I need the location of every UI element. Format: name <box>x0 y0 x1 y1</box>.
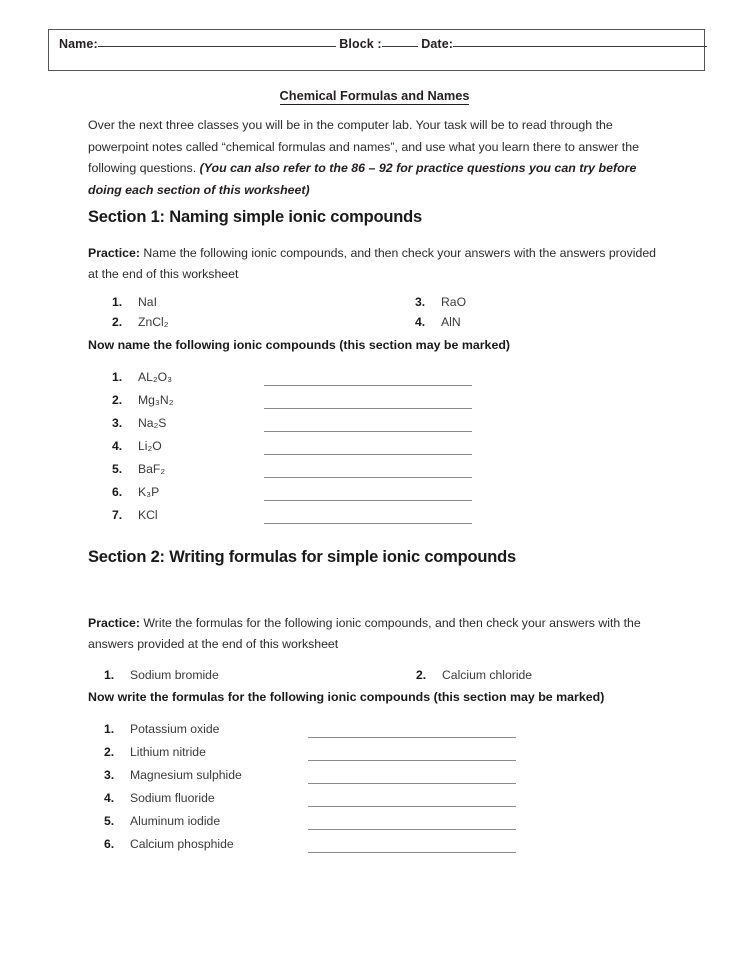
item-number: 2. <box>104 745 115 759</box>
section-2-practice-label: Practice: <box>88 616 140 630</box>
item-compound-name: Sodium bromide <box>130 668 219 682</box>
answer-blank[interactable] <box>264 523 472 524</box>
item-formula: NaI <box>138 295 157 309</box>
item-number: 7. <box>112 508 123 522</box>
section-1-heading: Section 1: Naming simple ionic compounds <box>88 208 422 226</box>
item-compound-name: Potassium oxide <box>130 722 220 736</box>
section-1-practice-list-left <box>112 292 168 332</box>
student-info-box <box>48 29 705 71</box>
answer-row <box>112 481 173 504</box>
item-compound-name: Magnesium sulphide <box>130 768 242 782</box>
list-item <box>416 665 532 685</box>
answer-row <box>104 833 242 856</box>
document-title <box>0 88 749 103</box>
item-number: 5. <box>104 814 115 828</box>
answer-row <box>104 764 242 787</box>
answer-row <box>112 366 173 389</box>
answer-blank[interactable] <box>308 829 516 830</box>
section-2-practice-instructions <box>88 613 668 654</box>
answer-blank[interactable] <box>264 454 472 455</box>
list-item <box>415 292 466 312</box>
section-1-practice-list-right <box>415 292 466 332</box>
item-formula: Li₂O <box>138 439 162 453</box>
section-2-practice-list-right <box>416 665 532 685</box>
item-number: 4. <box>112 439 123 453</box>
item-number: 2. <box>112 393 123 407</box>
item-number: 1. <box>104 668 115 682</box>
section-2-heading: Section 2: Writing formulas for simple ionic compounds <box>88 548 517 566</box>
item-number: 2. <box>416 668 427 682</box>
intro-text: Over the next three classes you will be in the computer lab. Your task will be to read through the powerpoint notes called “chemical formulas and names”, and use what you learn there to answer the following questions. <box>88 118 639 175</box>
name-input-blank[interactable] <box>98 46 336 47</box>
item-formula: BaF₂ <box>138 462 166 476</box>
item-number: 3. <box>415 295 426 309</box>
block-label: Block : <box>339 37 382 51</box>
item-number: 3. <box>104 768 115 782</box>
list-item <box>112 312 168 332</box>
intro-paragraph <box>88 115 654 201</box>
date-input-blank[interactable] <box>453 46 707 47</box>
item-number: 3. <box>112 416 123 430</box>
answer-row <box>112 458 173 481</box>
answer-row <box>104 718 242 741</box>
answer-blank[interactable] <box>308 806 516 807</box>
item-formula: RaO <box>441 295 467 309</box>
item-compound-name: Calcium phosphide <box>130 837 234 851</box>
item-number: 6. <box>112 485 123 499</box>
item-formula: AL₂O₃ <box>138 370 173 384</box>
item-formula: KCl <box>138 508 158 522</box>
answer-blank[interactable] <box>264 500 472 501</box>
item-number: 1. <box>112 370 123 384</box>
item-number: 4. <box>104 791 115 805</box>
item-number: 5. <box>112 462 123 476</box>
item-number: 1. <box>104 722 115 736</box>
student-info-line <box>59 37 696 51</box>
section-1-graded-instruction: Now name the following ionic compounds (this section may be marked) <box>88 338 511 352</box>
section-1-practice-text: Name the following ionic compounds, and then check your answers with the answers provided at the end of this worksheet <box>88 246 657 281</box>
item-formula: K₃P <box>138 485 160 499</box>
section-2-answer-list <box>104 718 242 856</box>
answer-blank[interactable] <box>308 760 516 761</box>
item-compound-name: Calcium chloride <box>442 668 533 682</box>
section-2-practice-list-left <box>104 665 219 685</box>
answer-row <box>104 787 242 810</box>
item-number: 2. <box>112 315 123 329</box>
name-label: Name: <box>59 37 98 51</box>
section-1-practice-label: Practice: <box>88 246 140 260</box>
block-input-blank[interactable] <box>382 46 418 47</box>
item-compound-name: Lithium nitride <box>130 745 206 759</box>
answer-row <box>112 412 173 435</box>
item-number: 6. <box>104 837 115 851</box>
answer-blank[interactable] <box>308 783 516 784</box>
answer-row <box>104 741 242 764</box>
list-item <box>104 665 219 685</box>
item-formula: Mg₃N₂ <box>138 393 174 407</box>
answer-row <box>112 389 173 412</box>
item-compound-name: Sodium fluoride <box>130 791 215 805</box>
section-1-answer-list <box>112 366 173 527</box>
answer-blank[interactable] <box>264 408 472 409</box>
item-number: 4. <box>415 315 426 329</box>
answer-blank[interactable] <box>264 385 472 386</box>
item-number: 1. <box>112 295 123 309</box>
item-formula: ZnCl₂ <box>138 315 169 329</box>
answer-blank[interactable] <box>308 852 516 853</box>
list-item <box>415 312 466 332</box>
date-label: Date: <box>421 37 454 51</box>
answer-blank[interactable] <box>264 431 472 432</box>
intro-emphasis-text: (You can also refer to the 86 – 92 for practice questions you can try before doing each section of this worksheet) <box>88 161 637 197</box>
list-item <box>112 292 168 312</box>
answer-row <box>112 435 173 458</box>
item-formula: Na₂S <box>138 416 167 430</box>
section-2-graded-instruction: Now write the formulas for the following ionic compounds (this section may be marked) <box>88 690 605 704</box>
answer-row <box>112 504 173 527</box>
section-2-practice-text: Write the formulas for the following ionic compounds, and then check your answers with the answers provided at the end of this worksheet <box>88 616 641 651</box>
answer-row <box>104 810 242 833</box>
answer-blank[interactable] <box>308 737 516 738</box>
item-compound-name: Aluminum iodide <box>130 814 221 828</box>
document-title-text: Chemical Formulas and Names <box>279 88 470 103</box>
section-1-practice-instructions <box>88 243 668 284</box>
answer-blank[interactable] <box>264 477 472 478</box>
item-formula: AlN <box>441 315 461 329</box>
